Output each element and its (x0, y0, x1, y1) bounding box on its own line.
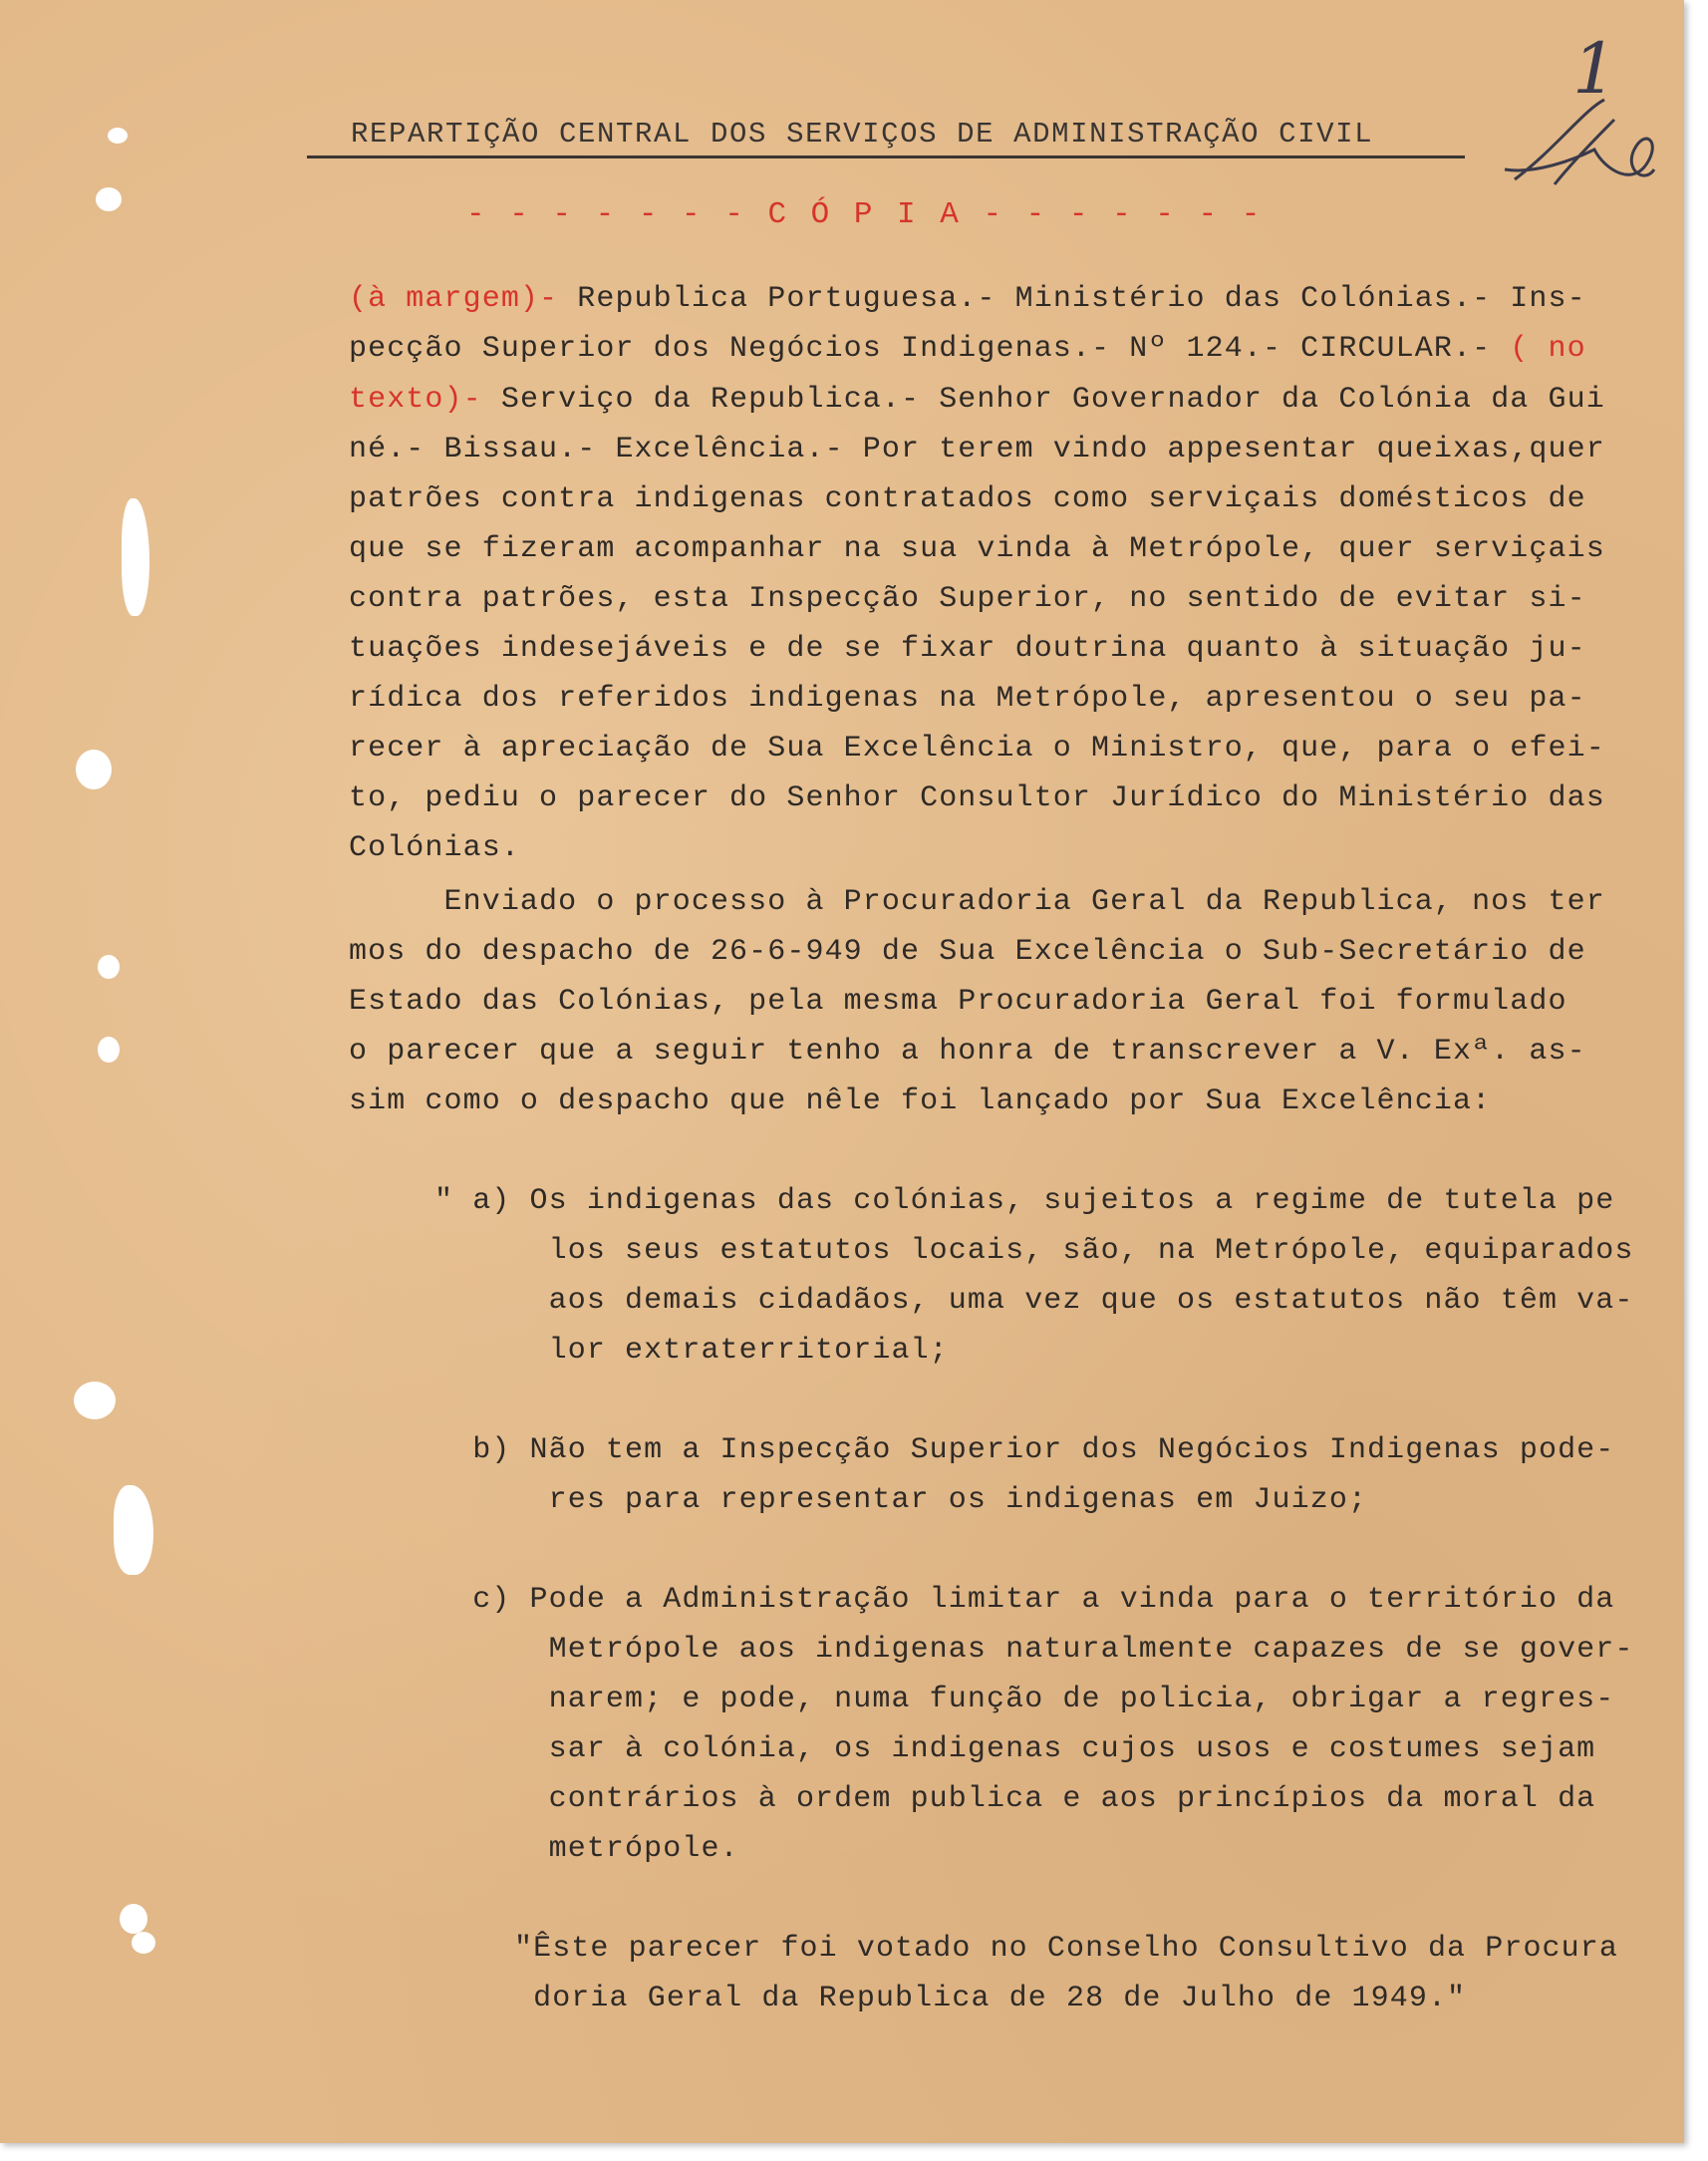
text-line: metrópole. (434, 1832, 739, 1866)
text-line: recer à apreciação de Sua Excelência o Ministro, que, para o efei- (349, 732, 1605, 766)
text-line: contra patrões, esta Inspecção Superior, no sentido de evitar si- (349, 582, 1586, 616)
text-line: "Êste parecer foi votado no Conselho Consultivo da Procura (514, 1932, 1618, 1966)
text-line: lor extraterritorial; (434, 1334, 949, 1368)
binder-hole (98, 1037, 120, 1063)
binder-hole (98, 955, 120, 979)
binder-hole (74, 1382, 116, 1419)
text-line: doria Geral da Republica de 28 de Julho de 1949." (514, 1982, 1467, 2015)
text-line: Metrópole aos indigenas naturalmente capazes de se gover- (434, 1633, 1634, 1667)
paper-tear (114, 1485, 153, 1575)
department-header: REPARTIÇÃO CENTRAL DOS SERVIÇOS DE ADMINISTRAÇÃO CIVIL (351, 118, 1374, 151)
text-line: Estado das Colónias, pela mesma Procuradoria Geral foi formulado (349, 985, 1567, 1019)
text-line: que se fizeram acompanhar na sua vinda à Metrópole, quer serviçais (349, 532, 1605, 566)
text-line: res para representar os indigenas em Juizo; (434, 1483, 1368, 1517)
binder-hole (76, 750, 112, 789)
text-line: texto)- Serviço da Republica.- Senhor Governador da Colónia da Gui (349, 383, 1605, 417)
text-line: contrários à ordem publica e aos princípios da moral da (434, 1782, 1596, 1816)
binder-hole (132, 1932, 155, 1954)
signature-mark (1495, 90, 1664, 199)
text-line: to, pediu o parecer do Senhor Consultor Jurídico do Ministério das (349, 781, 1605, 815)
text-line: los seus estatutos locais, são, na Metrópole, equiparados (434, 1234, 1634, 1268)
text-line: Enviado o processo à Procuradoria Geral da Republica, nos ter (349, 885, 1605, 919)
text-line: o parecer que a seguir tenho a honra de transcrever a V. Exª. as- (349, 1035, 1586, 1069)
paper-tear (122, 498, 149, 616)
page-number: 1 (1572, 28, 1617, 110)
text-line: c) Pode a Administração limitar a vinda para o território da (434, 1583, 1615, 1617)
text-line: pecção Superior dos Negócios Indigenas.- Nº 124.- CIRCULAR.- ( no (349, 332, 1586, 366)
header-underline (307, 155, 1465, 158)
text-line: " a) Os indigenas das colónias, sujeitos a regime de tutela pe (434, 1184, 1615, 1218)
text-line: patrões contra indigenas contratados como serviçais domésticos de (349, 482, 1586, 516)
copy-title: - - - - - - - C Ó P I A - - - - - - - (466, 197, 1264, 232)
text-line: Colónias. (349, 831, 520, 865)
text-line: sar à colónia, os indigenas cujos usos e costumes sejam (434, 1732, 1596, 1766)
text-line: aos demais cidadãos, uma vez que os estatutos não têm va- (434, 1284, 1634, 1318)
text-line: mos do despacho de 26-6-949 de Sua Excelência o Sub-Secretário de (349, 935, 1586, 969)
text-line: né.- Bissau.- Excelência.- Por terem vindo appesentar queixas,quer (349, 433, 1605, 466)
text-line: tuações indesejáveis e de se fixar doutrina quanto à situação ju- (349, 632, 1586, 666)
binder-hole (120, 1904, 147, 1934)
text-line: sim como o despacho que nêle foi lançado por Sua Excelência: (349, 1084, 1492, 1118)
text-line: rídica dos referidos indigenas na Metrópole, apresentou o seu pa- (349, 682, 1586, 716)
text-line: b) Não tem a Inspecção Superior dos Negócios Indigenas pode- (434, 1433, 1615, 1467)
text-line: narem; e pode, numa função de policia, obrigar a regres- (434, 1683, 1615, 1716)
binder-hole (96, 187, 122, 211)
binder-hole (108, 128, 128, 144)
text-line: (à margem)- Republica Portuguesa.- Ministério das Colónias.- Ins- (349, 282, 1586, 316)
